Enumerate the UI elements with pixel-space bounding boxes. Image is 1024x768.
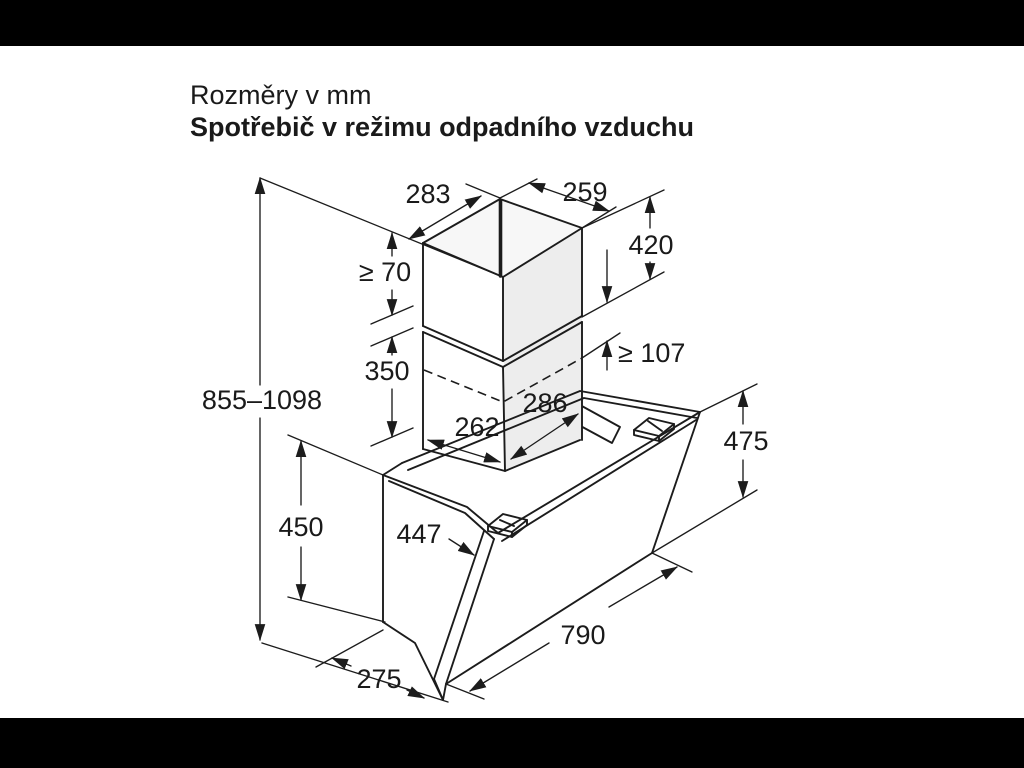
label-790: 790	[560, 620, 606, 650]
label-475: 475	[723, 426, 769, 456]
label-420: 420	[628, 230, 674, 260]
label-275: 275	[356, 664, 402, 694]
label-ge70: ≥ 70	[358, 257, 412, 287]
label-259: 259	[562, 177, 608, 207]
title-line2: Spotřebič v režimu odpadního vzduchu	[190, 112, 695, 142]
chimney-duct	[423, 199, 582, 471]
label-447: 447	[396, 519, 442, 549]
label-450: 450	[278, 512, 324, 542]
title-line1: Rozměry v mm	[190, 80, 372, 110]
label-855-1098: 855–1098	[201, 385, 323, 415]
label-262: 262	[454, 412, 500, 442]
label-ge107: ≥ 107	[618, 338, 686, 368]
label-350: 350	[364, 356, 410, 386]
label-283: 283	[405, 179, 451, 209]
dim-hood-depth	[332, 658, 351, 666]
label-286: 286	[522, 388, 568, 418]
letterbox-bottom	[0, 718, 1024, 768]
letterbox-top	[0, 0, 1024, 46]
